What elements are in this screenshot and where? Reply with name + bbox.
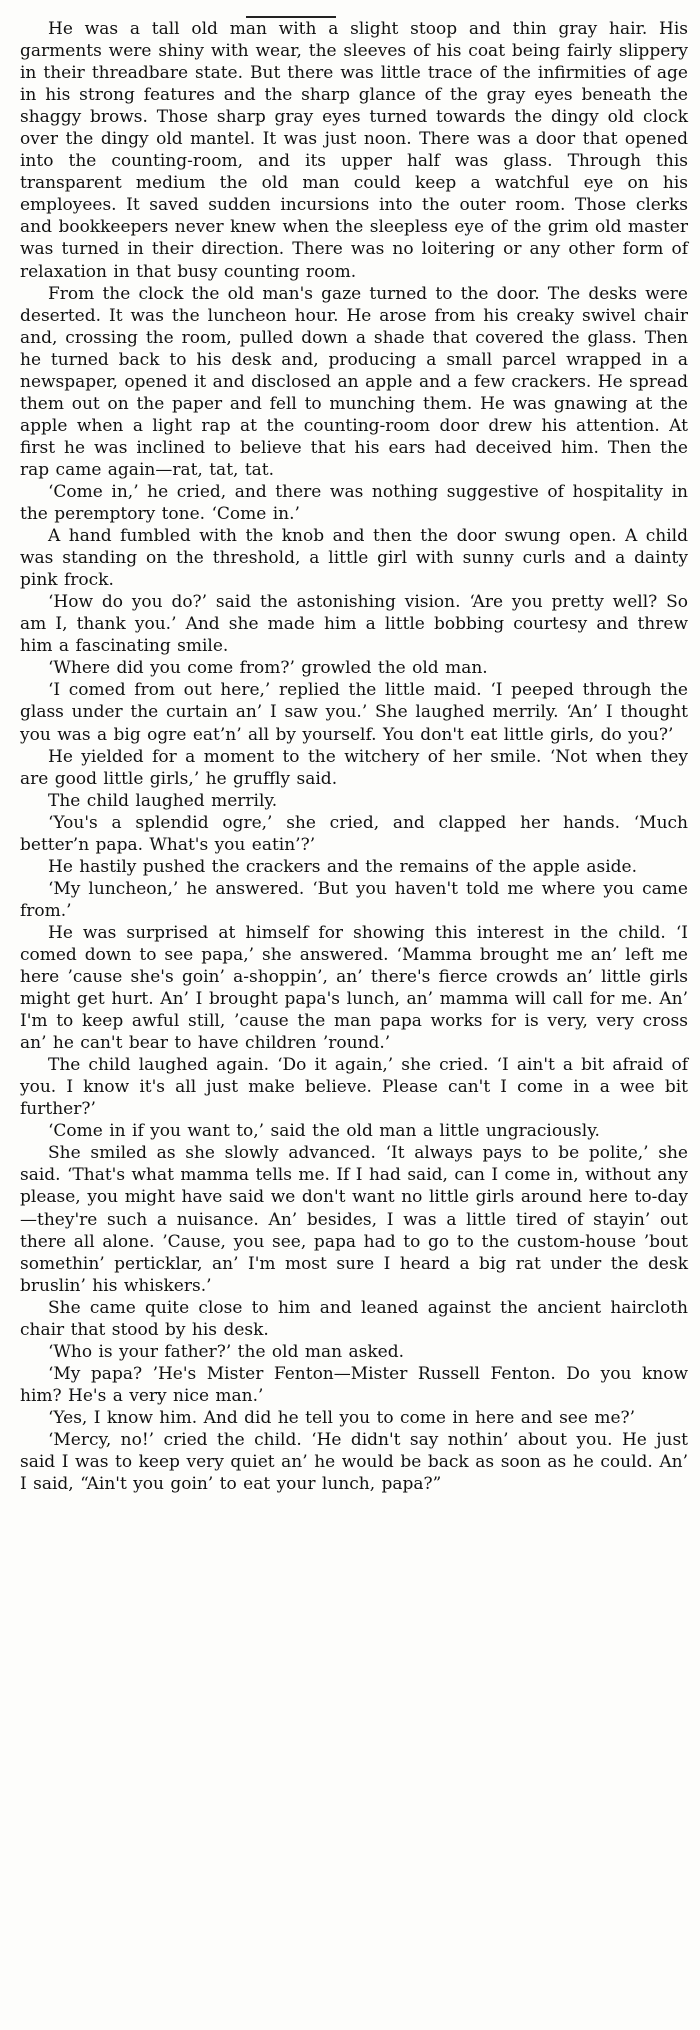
paragraph: ‘My luncheon,’ he answered. ‘But you haven't told me where you came from.’ bbox=[20, 878, 688, 921]
paragraph: ‘Come in,’ he cried, and there was nothing suggestive of hospitality in the peremptory tone. ‘Come in.’ bbox=[20, 481, 688, 525]
paragraph: ‘Who is your father?’ the old man asked. bbox=[48, 1341, 404, 1362]
paragraph: A hand fumbled with the knob and then the door swung open. A child was standing on the threshold, a little girl with sunny curls and a dainty pink frock. bbox=[20, 526, 688, 591]
paragraph: He yielded for a moment to the witchery of her smile. ‘Not when they are good little girls,’ he gruffly said. bbox=[20, 746, 688, 789]
paragraph: From the clock the old man's gaze turned to the door. The desks were deserted. It was the luncheon hour. He arose from his creaky swivel chair and, crossing the room, pulled down a shade that covered the glass. Then he turned back to his desk and, producing a small parcel wrapped in a newspaper, opened it and disclosed an apple and a few crackers. He spread them out on the paper and fell to munching them. He was gnawing at the apple when a light rap at the counting-room door drew his attention. At first he was inclined to believe that his ears had deceived him. Then the rap came again—rat, tat, tat. bbox=[20, 283, 688, 480]
paragraph: ‘Yes, I know him. And did he tell you to come in here and see me?’ bbox=[48, 1407, 636, 1428]
paragraph: ‘I comed from out here,’ replied the little maid. ‘I peeped through the glass under the curtain an’ I saw you.’ She laughed merrily. ‘An’ I thought you was a big ogre eat’n’ all by yourself. You don't eat little girls, do you?’ bbox=[20, 680, 688, 745]
paragraph: ‘Mercy, no!’ cried the child. ‘He didn't say nothin’ about you. He just said I was to keep very quiet an’ he would be back as soon as he could. An’ I said, “Ain't you goin’ to eat your lunch, papa?” bbox=[20, 1430, 688, 1495]
paragraph: She smiled as she slowly advanced. ‘It always pays to be polite,’ she said. ‘That's what mamma tells me. If I had said, can I come in, without any please, you might have said we don't want no little girls around here to-day—they're such a nuisance. An’ besides, I was a little tired of stayin’ out there all alone. ’Cause, you see, papa had to go to the custom-house ’bout somethin’ perticklar, an’ I'm most sure I heard a big rat under the desk bruslin’ his whiskers.’ bbox=[20, 1143, 688, 1296]
paragraph: ‘Where did you come from?’ growled the old man. bbox=[48, 658, 488, 679]
paragraph: The child laughed merrily. bbox=[48, 790, 278, 811]
paragraph: The child laughed again. ‘Do it again,’ she cried. ‘I ain't a bit afraid of you. I know it's all just make believe. Please can't I come in a wee bit further?’ bbox=[20, 1055, 688, 1120]
paragraph: ‘You's a splendid ogre,’ she cried, and clapped her hands. ‘Much better’n papa. What's you eatin’?’ bbox=[20, 812, 688, 855]
paragraph: ‘My papa? ’He's Mister Fenton—Mister Russell Fenton. Do you know him? He's a very nice man.’ bbox=[20, 1363, 688, 1406]
paragraph: He hastily pushed the crackers and the remains of the apple aside. bbox=[48, 856, 638, 877]
paragraph: ‘Come in if you want to,’ said the old man a little ungraciously. bbox=[48, 1121, 600, 1142]
article-column bbox=[20, 18, 688, 1495]
paragraph: He was a tall old man with a slight stoop and thin gray hair. His garments were shiny with wear, the sleeves of his coat being fairly slippery in their threadbare state. But there was little trace of the infirmities of age in his strong features and the sharp glance of the gray eyes beneath the shaggy brows. Those sharp gray eyes turned towards the dingy old clock over the dingy old mantel. It was just noon. There was a door that opened into the counting-room, and its upper half was glass. Through this transparent medium the old man could keep a watchful eye on his employees. It saved sudden incursions into the outer room. Those clerks and bookkeepers never knew when the sleepless eye of the grim old master was turned in their direction. There was no loitering or any other form of relaxation in that busy counting room. bbox=[20, 19, 688, 282]
paragraph: She came quite close to him and leaned against the ancient haircloth chair that stood by his desk. bbox=[20, 1297, 688, 1340]
paragraph: ‘How do you do?’ said the astonishing vision. ‘Are you pretty well? So am I, thank you.’ And she made him a little bobbing courtesy and threw him a fascinating smile. bbox=[20, 592, 688, 657]
paragraph: He was surprised at himself for showing this interest in the child. ‘I comed down to see papa,’ she answered. ‘Mamma brought me an’ left me here ’cause she's goin’ a-shoppin’, an’ there's fierce crowds an’ little girls might get hurt. An’ I brought papa's lunch, an’ mamma will call for me. An’ I'm to keep awful still, ’cause the man papa works for is very, very cross an’ he can't bear to have children ’round.’ bbox=[20, 922, 688, 1054]
